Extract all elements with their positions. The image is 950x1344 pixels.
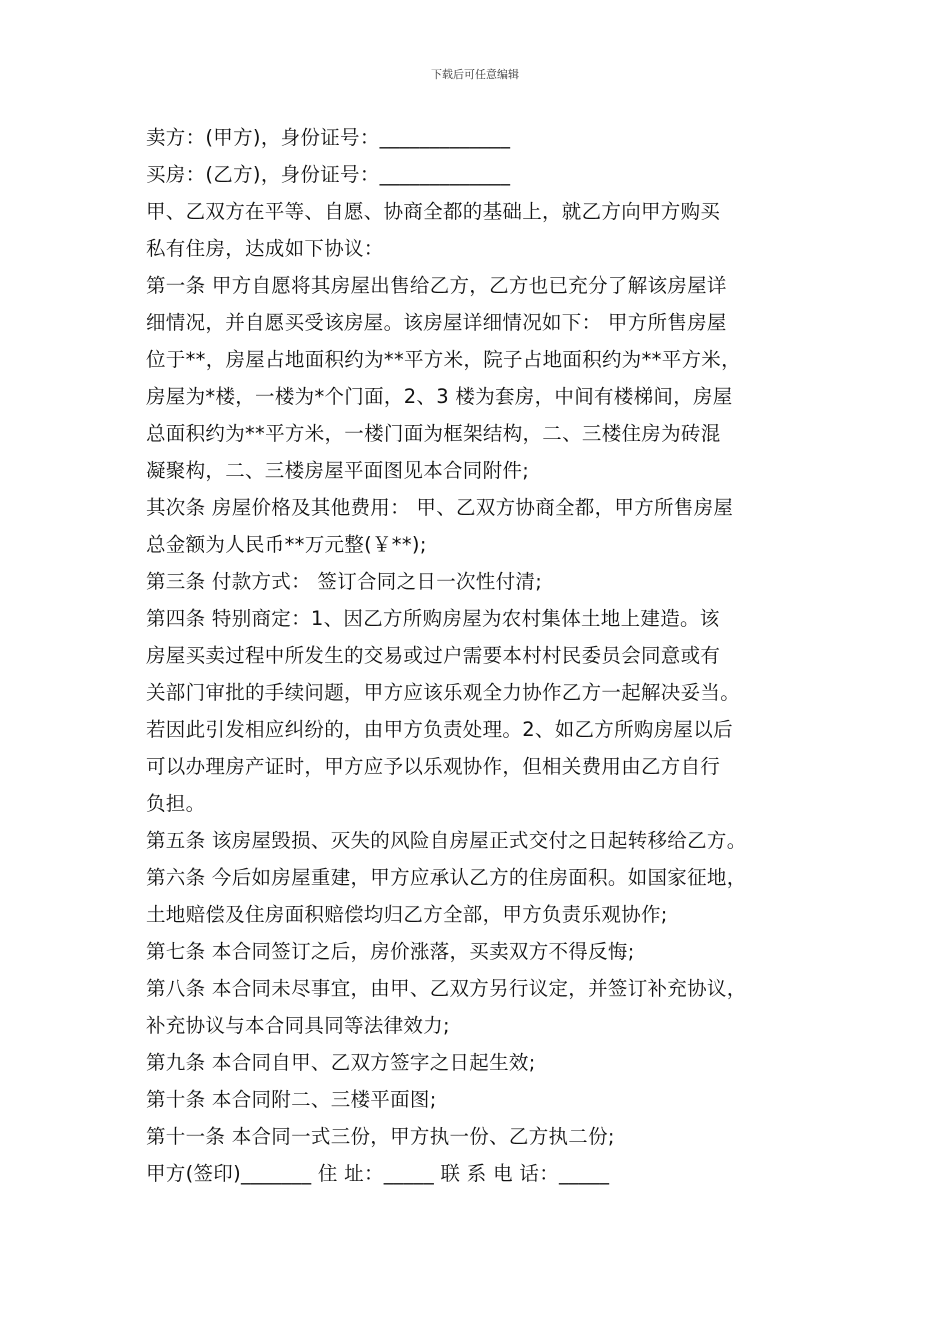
article-3-line: 第三条 付款方式： 签订合同之日一次性付清; (146, 570, 543, 593)
article-1-line: 细情况，并自愿买受该房屋。该房屋详细情况如下： 甲方所售房屋 (146, 311, 727, 334)
article-5-line: 第五条 该房屋毁损、灭失的风险自房屋正式交付之日起转移给乙方。 (146, 829, 747, 852)
article-6-line: 土地赔偿及住房面积赔偿均归乙方全部，甲方负责乐观协作; (146, 903, 668, 926)
article-1-line: 凝聚构，二、三楼房屋平面图见本合同附件; (146, 459, 530, 482)
buyer-id-line: 买房：(乙方)，身份证号：_____________ (146, 163, 511, 186)
article-4-line: 负担。 (146, 792, 206, 815)
article-1-line: 第一条 甲方自愿将其房屋出售给乙方，乙方也已充分了解该房屋详 (146, 274, 727, 297)
article-4-line: 房屋买卖过程中所发生的交易或过户需要本村村民委员会同意或有 (146, 644, 721, 667)
article-11-line: 第十一条 本合同一式三份，甲方执一份、乙方执二份; (146, 1125, 615, 1148)
article-8-line: 补充协议与本合同具同等法律效力; (146, 1014, 450, 1037)
preamble-line: 甲、乙双方在平等、自愿、协商全都的基础上，就乙方向甲方购买 (146, 200, 721, 223)
article-2-line: 总金额为人民币**万元整(￥**); (146, 533, 427, 556)
contract-body (146, 119, 826, 1192)
article-9-line: 第九条 本合同自甲、乙双方签字之日起生效; (146, 1051, 536, 1074)
article-1-line: 总面积约为**平方米，一楼门面为框架结构，二、三楼住房为砖混 (146, 422, 721, 445)
seller-id-line: 卖方：(甲方)，身份证号：_____________ (146, 126, 511, 149)
article-8-line: 第八条 本合同未尽事宜，由甲、乙双方另行议定，并签订补充协议， (146, 977, 747, 1000)
article-10-line: 第十条 本合同附二、三楼平面图; (146, 1088, 437, 1111)
article-1-line: 房屋为*楼，一楼为*个门面，2、3 楼为套房，中间有楼梯间，房屋 (146, 385, 733, 408)
article-4-line: 关部门审批的手续问题，甲方应该乐观全力协作乙方一起解决妥当。 (146, 681, 741, 704)
article-4-line: 可以办理房产证时，甲方应予以乐观协作，但相关费用由乙方自行 (146, 755, 721, 778)
article-4-line: 若因此引发相应纠纷的，由甲方负责处理。2、如乙方所购房屋以后 (146, 718, 733, 741)
article-1-line: 位于**，房屋占地面积约为**平方米，院子占地面积约为**平方米， (146, 348, 741, 371)
article-4-line: 第四条 特别商定：1、因乙方所购房屋为农村集体土地上建造。该 (146, 607, 720, 630)
preamble-line: 私有住房，达成如下协议： (146, 237, 384, 260)
party-a-signature-line: 甲方(签印)_______ 住 址：_____ 联 系 电 话：_____ (146, 1162, 610, 1185)
header-note: 下载后可任意编辑 (431, 68, 519, 81)
article-7-line: 第七条 本合同签订之后，房价涨落，买卖双方不得反悔; (146, 940, 635, 963)
article-6-line: 第六条 今后如房屋重建，甲方应承认乙方的住房面积。如国家征地， (146, 866, 747, 889)
article-2-line: 其次条 房屋价格及其他费用： 甲、乙双方协商全都，甲方所售房屋 (146, 496, 734, 519)
